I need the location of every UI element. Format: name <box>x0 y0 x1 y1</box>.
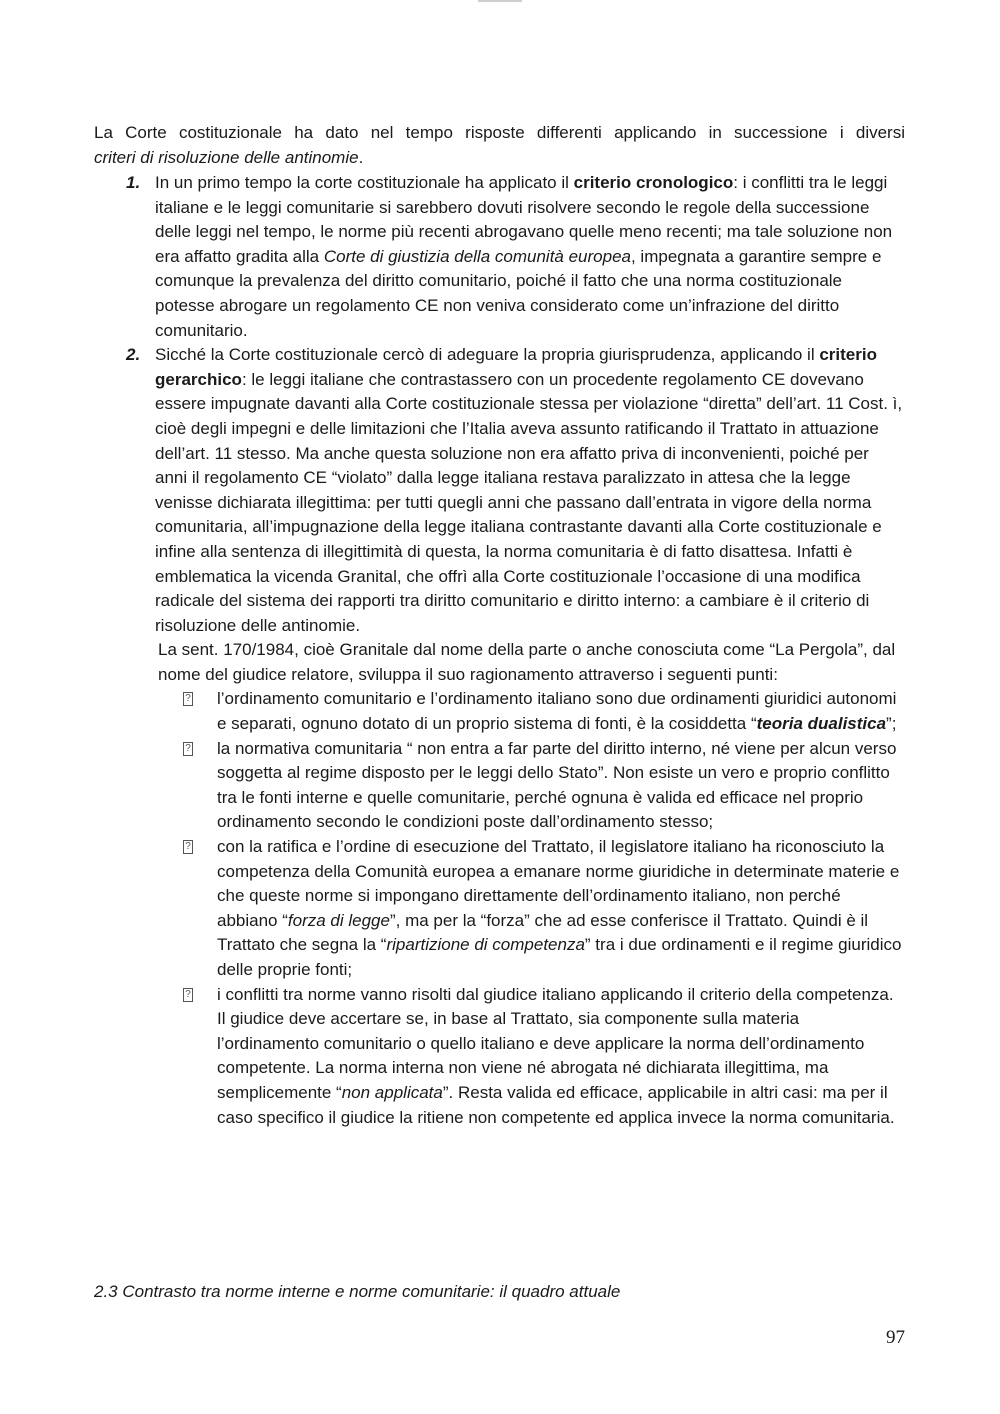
bullet-text: con la ratifica e l’ordine di esecuzione del Trattato, il legislatore italiano ha riconosciuto la competenza della Comunità europea a emanare norme giuridiche in determinate materie e che queste norme si impongano direttamente dell’ordinamento italiano, non perché abbiano “ <box>217 837 900 930</box>
bullet-text: l’ordinamento comunitario e l’ordinamento italiano sono due ordinamenti giuridici autonomi e separati, ognuno dotato di un proprio sistema di fonti, è la cosiddetta “ <box>217 689 897 734</box>
bullet-item-3 <box>94 835 905 983</box>
page-number: 97 <box>886 1327 905 1348</box>
bullet-text: ”, ma per la “forza” che ad esse conferisce il Trattato. Quindi è il Trattato che segna la “ <box>217 910 869 955</box>
bullet-item-4 <box>94 983 905 1131</box>
bullet-glyph: ? <box>183 840 193 854</box>
header-mark <box>478 0 522 2</box>
bullet-text: i conflitti tra norme vanno risolti dal giudice italiano applicando il criterio della competenza. Il giudice deve accertare se, in base al Trattato, sia componente sulla materia l’ordinamento comunitario o quello italiano e deve applicare la norma dell’ordinamento competente. La norma interna non viene né abrogata né dichiarata illegittima, ma semplicemente “ <box>217 984 894 1102</box>
list-text: : i conflitti tra le leggi italiane e le leggi comunitarie si sarebbero dovuti risolvere secondo le regole della successione delle leggi nel tempo, le norme più recenti abrogavano quelle meno recenti; ma tale soluzione non era affatto gradita alla <box>155 173 893 266</box>
intro-paragraph <box>94 121 905 170</box>
granital-paragraph: La sent. 170/1984, cioè Granitale dal nome della parte o anche conosciuta come “La Pergola”, dal nome del giudice relatore, sviluppa il suo ragionamento attraverso i seguenti punti: <box>158 640 896 684</box>
bullet-text: ”; <box>886 714 897 734</box>
list-number: 1. <box>126 173 141 192</box>
list-text: : le leggi italiane che contrastassero con un procedente regolamento CE dovevano essere impugnate davanti alla Corte costituzionale stessa per violazione “diretta” dell’art. 11 Cost. ì, cioè degli impegni e delle limitazioni che l’Italia aveva assunto ratificando il Trattato in attuazione dell’art. 11 stesso. Ma anche questa soluzione non era affatto priva di inconvenienti, poiché per anni il regolamento CE “violato” dalla legge italiana restava paralizzato in attesa che la legge venisse dichiarata illegittima: per tutti quegli anni che passano dall’entrata in vigore della norma comunitaria, all’impugnazione della legge italiana contrastante davanti alla Corte costituzionale e infine alla sentenza di illegittimità di questa, la norma comunitaria è di fatto disattesa. Infatti è emblematica la vicenda Granital, che offrì alla Corte costituzionale l’occasione di una modifica radicale del sistema dei rapporti tra diritto comunitario e diritto interno: a cambiare è il criterio di risoluzione delle antinomie. <box>155 369 903 635</box>
bullet-italic: ripartizione di competenza <box>386 935 585 955</box>
bullet-list <box>94 687 905 1130</box>
intro-italic: criteri di risoluzione delle antinomie <box>94 147 359 167</box>
list-number: 2. <box>126 345 141 365</box>
list-item-2 <box>94 343 905 638</box>
list-item-1 <box>94 171 905 343</box>
list-text: Sicché la Corte costituzionale cercò di adeguare la propria giurisprudenza, applicando il <box>155 345 820 365</box>
section-title: 2.3 Contrasto tra norme interne e norme comunitarie: il quadro attuale <box>94 1282 621 1301</box>
list-italic: Corte di giustizia della comunità europea <box>323 246 631 266</box>
bullet-item-1 <box>94 687 905 736</box>
bullet-text: ” tra i due ordinamenti e il regime giuridico delle proprie fonti; <box>217 935 902 979</box>
bullet-glyph: ? <box>183 692 193 706</box>
intro-line-1: La Corte costituzionale ha dato nel tempo risposte differenti applicando in successione i diversi <box>94 123 905 142</box>
bullet-italic: non applicata <box>341 1082 443 1102</box>
list-text: In un primo tempo la corte costituzionale ha applicato il <box>155 173 574 192</box>
bullet-item-2 <box>94 737 905 835</box>
bullet-italic: forza di legge <box>287 910 390 930</box>
list-text: , impegnata a garantire sempre e comunque la prevalenza del diritto comunitario, poiché il fatto che una norma costituzionale potesse abrogare un regolamento CE non veniva considerato come un’infrazione del diritto comunitario. <box>155 246 882 340</box>
bullet-text: la normativa comunitaria “ non entra a far parte del diritto interno, né viene per alcun verso soggetta al regime disposto per le leggi dello Stato”. Non esiste un vero e proprio conflitto tra le fonti interne e quelle comunitarie, perché ognuna è valida ed efficace nel proprio ordinamento secondo le condizioni poste dall’ordinamento stesso; <box>217 738 897 832</box>
numbered-list <box>94 171 905 1130</box>
list-bold: criterio cronologico <box>573 173 734 192</box>
bullet-text: ”. Resta valida ed efficace, applicabile in altri casi: ma per il caso specifico il giudice la ritiene non competente ed applica invece la norma comunitaria. <box>217 1082 895 1127</box>
bullet-glyph: ? <box>183 988 193 1002</box>
bullet-glyph: ? <box>183 742 193 756</box>
intro-end: . <box>358 147 364 167</box>
list-bold: criterio gerarchico <box>155 345 877 389</box>
bullet-bolditalic: teoria dualistica <box>756 714 887 734</box>
